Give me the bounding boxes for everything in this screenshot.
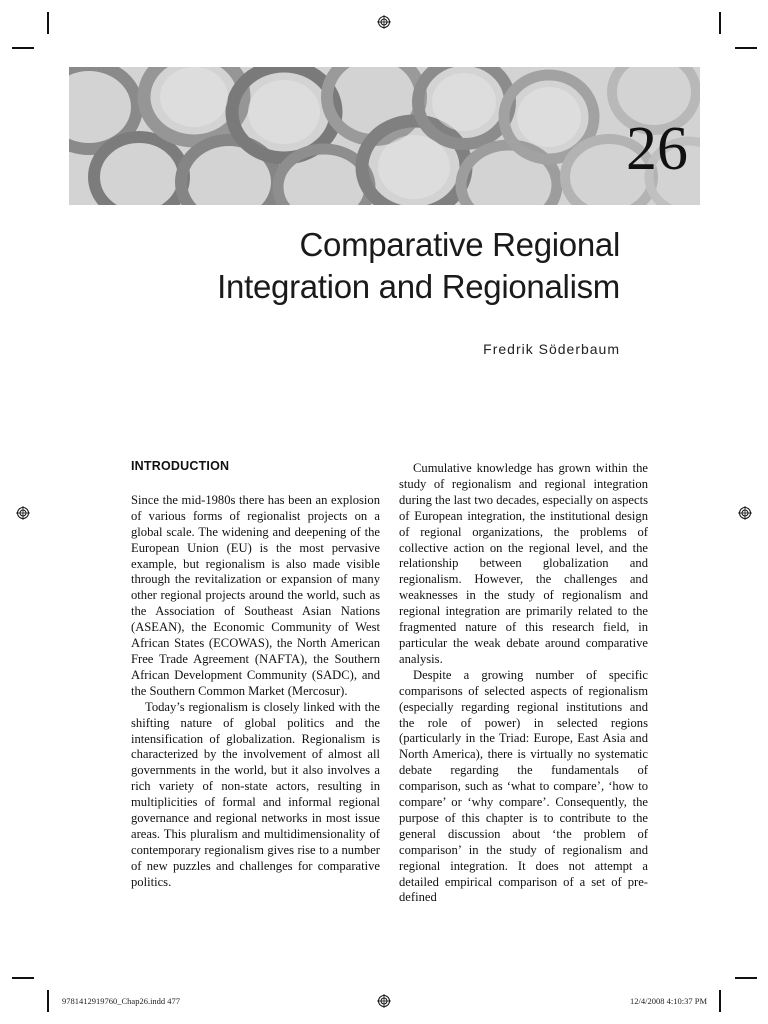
right-column bbox=[399, 461, 648, 906]
chapter-title bbox=[217, 224, 620, 308]
paragraph: Cumulative knowledge has grown within the study of regionalism and regional integration during the last two decades, especially on aspects of European integration, the institutional design of regional organizations, the problems of collective action on the regional level, and the relationship between globalization and regionalism. However, the challenges and weaknesses in the study of regionalism and regional integration are primarily related to the fragmented nature of this research field, in particular the weak debate around comparative analysis. bbox=[399, 461, 648, 666]
footer-timestamp: 12/4/2008 4:10:37 PM bbox=[630, 996, 707, 1006]
paragraph: Despite a growing number of specific comparisons of selected aspects of regionalism (especially regarding regional institutions and the role of power) in selected regions (particularly in the Triad: Europe, East Asia and North America), there is virtually no systematic debate regarding the fundamentals of comparison, such as ‘what to compare’, ‘how to compare’ or ‘why compare’. Consequently, the purpose of this chapter is to contribute to the general discussion about ‘the problem of comparison’ in the study of regionalism and regional integration. It does not attempt a detailed empirical comparison of a set of pre-defined bbox=[399, 667, 648, 905]
author-name: Fredrik Söderbaum bbox=[483, 341, 620, 357]
paragraph: Since the mid-1980s there has been an explosion of various forms of regionalist projects on a global scale. The widening and deepening of the European Union (EU) is the most pervasive example, but regionalism is also made visible through the revitalization or expansion of many other regional projects around the world, such as the Association of Southeast Asian Nations (ASEAN), the Economic Community of West African States (ECOWAS), the North American Free Trade Agreement (NAFTA), the Southern African Development Community (SADC), and the Southern Common Market (Mercosur). bbox=[131, 492, 380, 698]
registration-mark-icon bbox=[377, 15, 391, 29]
crop-mark-top-left bbox=[47, 12, 49, 34]
section-heading: INTRODUCTION bbox=[131, 459, 230, 473]
crop-mark-bottom-right-h bbox=[735, 977, 757, 979]
footer-file-slug: 9781412919760_Chap26.indd 477 bbox=[62, 996, 181, 1006]
paragraph: Today’s regionalism is closely linked with the shifting nature of global politics and the intensification of globalization. Regionalism is characterized by the involvement of almost all governments in the world, but it also involves a rich variety of non-state actors, resulting in multiplicities of formal and informal regional governance and regional networks in most issue areas. This pluralism and multidimensionality of contemporary regionalism gives rise to a number of new puzzles and challenges for comparative politics. bbox=[131, 699, 380, 889]
crop-mark-top-left-h bbox=[12, 47, 34, 49]
registration-mark-icon bbox=[738, 506, 752, 520]
lens-rings-banner-image bbox=[69, 67, 700, 205]
registration-mark-icon bbox=[16, 506, 30, 520]
crop-mark-bottom-left bbox=[47, 990, 49, 1012]
crop-mark-top-right-h bbox=[735, 47, 757, 49]
chapter-title-line1: Comparative Regional bbox=[299, 226, 620, 263]
chapter-title-line2: Integration and Regionalism bbox=[217, 268, 620, 305]
registration-mark-icon bbox=[377, 994, 391, 1008]
crop-mark-bottom-left-h bbox=[12, 977, 34, 979]
crop-mark-top-right bbox=[719, 12, 721, 34]
chapter-number: 26 bbox=[626, 115, 688, 183]
chapter-banner-image bbox=[69, 67, 700, 205]
left-column bbox=[131, 459, 380, 891]
crop-mark-bottom-right bbox=[719, 990, 721, 1012]
